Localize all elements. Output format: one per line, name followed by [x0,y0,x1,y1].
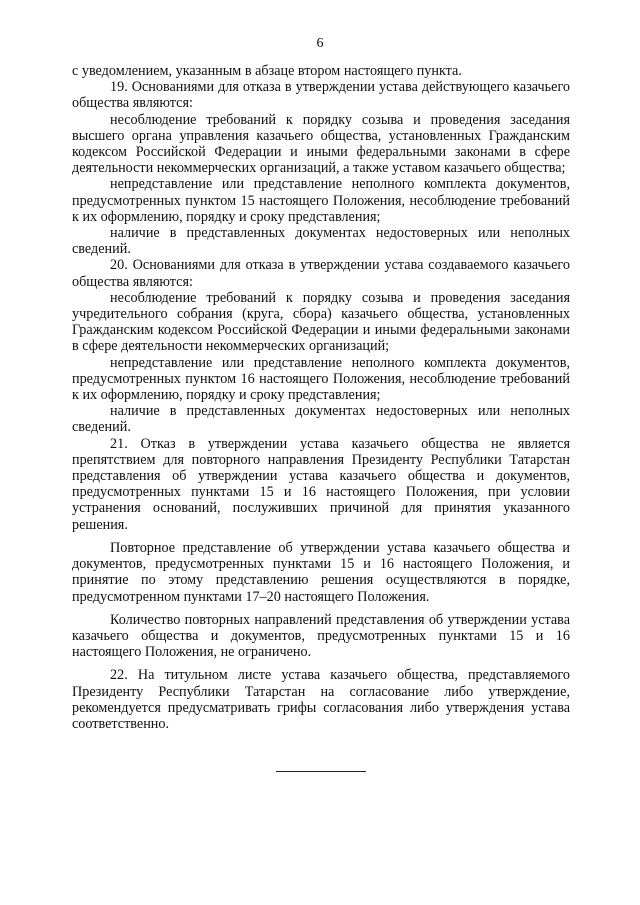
page-number: 6 [316,36,324,51]
paragraph-item-22: 22. На титульном листе устава казачьего общества, представляемого Президенту Республики Татарстан на согласование либо утверждение, рекомендуется предусматривать грифы согласования либо утверждения устава соответственно. [72,667,570,732]
paragraph-20-ground-1: несоблюдение требований к порядку созыва и проведения заседания учредительного собрания (круга, сбора) казачьего общества, установленных Гражданским кодексом Российской Федерации и иными федеральными законами в сфере деятельности некоммерческих организаций; [72,289,570,355]
paragraph-item-19: 19. Основаниями для отказа в утверждении устава действующего казачьего общества являются: [72,79,570,112]
paragraph-20-ground-2: непредставление или представление неполного комплекта документов, предусмотренных пунктом 16 настоящего Положения, несоблюдение требований к их оформлению, порядку и сроку представления; [72,354,570,404]
document-body [72,63,570,732]
end-divider [276,771,366,772]
paragraph-continuation: с уведомлением, указанным в абзаце втором настоящего пункта. [72,63,462,79]
paragraph-21-repeat-submission: Повторное представление об утверждении устава казачьего общества и документов, предусмотренных пунктами 15 и 16 настоящего Положения, и принятие по этому представлению решения осуществляются в порядке, предусмотренном пунктами 17–20 настоящего Положения. [72,539,570,605]
paragraph-20-ground-3: наличие в представленных документах недостоверных или неполных сведений. [72,403,570,436]
paragraph-item-21: 21. Отказ в утверждении устава казачьего общества не является препятствием для повторного направления Президенту Республики Татарстан представления об утверждении устава казачьего общества и документов, предусмотренных пунктами 15 и 16 настоящего Положения, при условии устранения оснований, послуживших причиной для принятия указанного решения. [72,435,570,533]
paragraph-item-20: 20. Основаниями для отказа в утверждении устава создаваемого казачьего общества являются: [72,257,570,290]
paragraph-19-ground-3: наличие в представленных документах недостоверных или неполных сведений. [72,225,570,258]
paragraph-19-ground-1: несоблюдение требований к порядку созыва и проведения заседания высшего органа управления казачьего общества, установленных Гражданским кодексом Российской Федерации и иными федеральными законами в сфере деятельности некоммерческих организаций, а также уставом казачьего общества; [72,111,570,177]
paragraph-21-unlimited: Количество повторных направлений представления об утверждении устава казачьего общества и документов, предусмотренных пунктами 15 и 16 настоящего Положения, не ограничено. [72,611,570,661]
paragraph-19-ground-2: непредставление или представление неполного комплекта документов, предусмотренных пунктом 15 настоящего Положения, несоблюдение требований к их оформлению, порядку и сроку представления; [72,176,570,225]
